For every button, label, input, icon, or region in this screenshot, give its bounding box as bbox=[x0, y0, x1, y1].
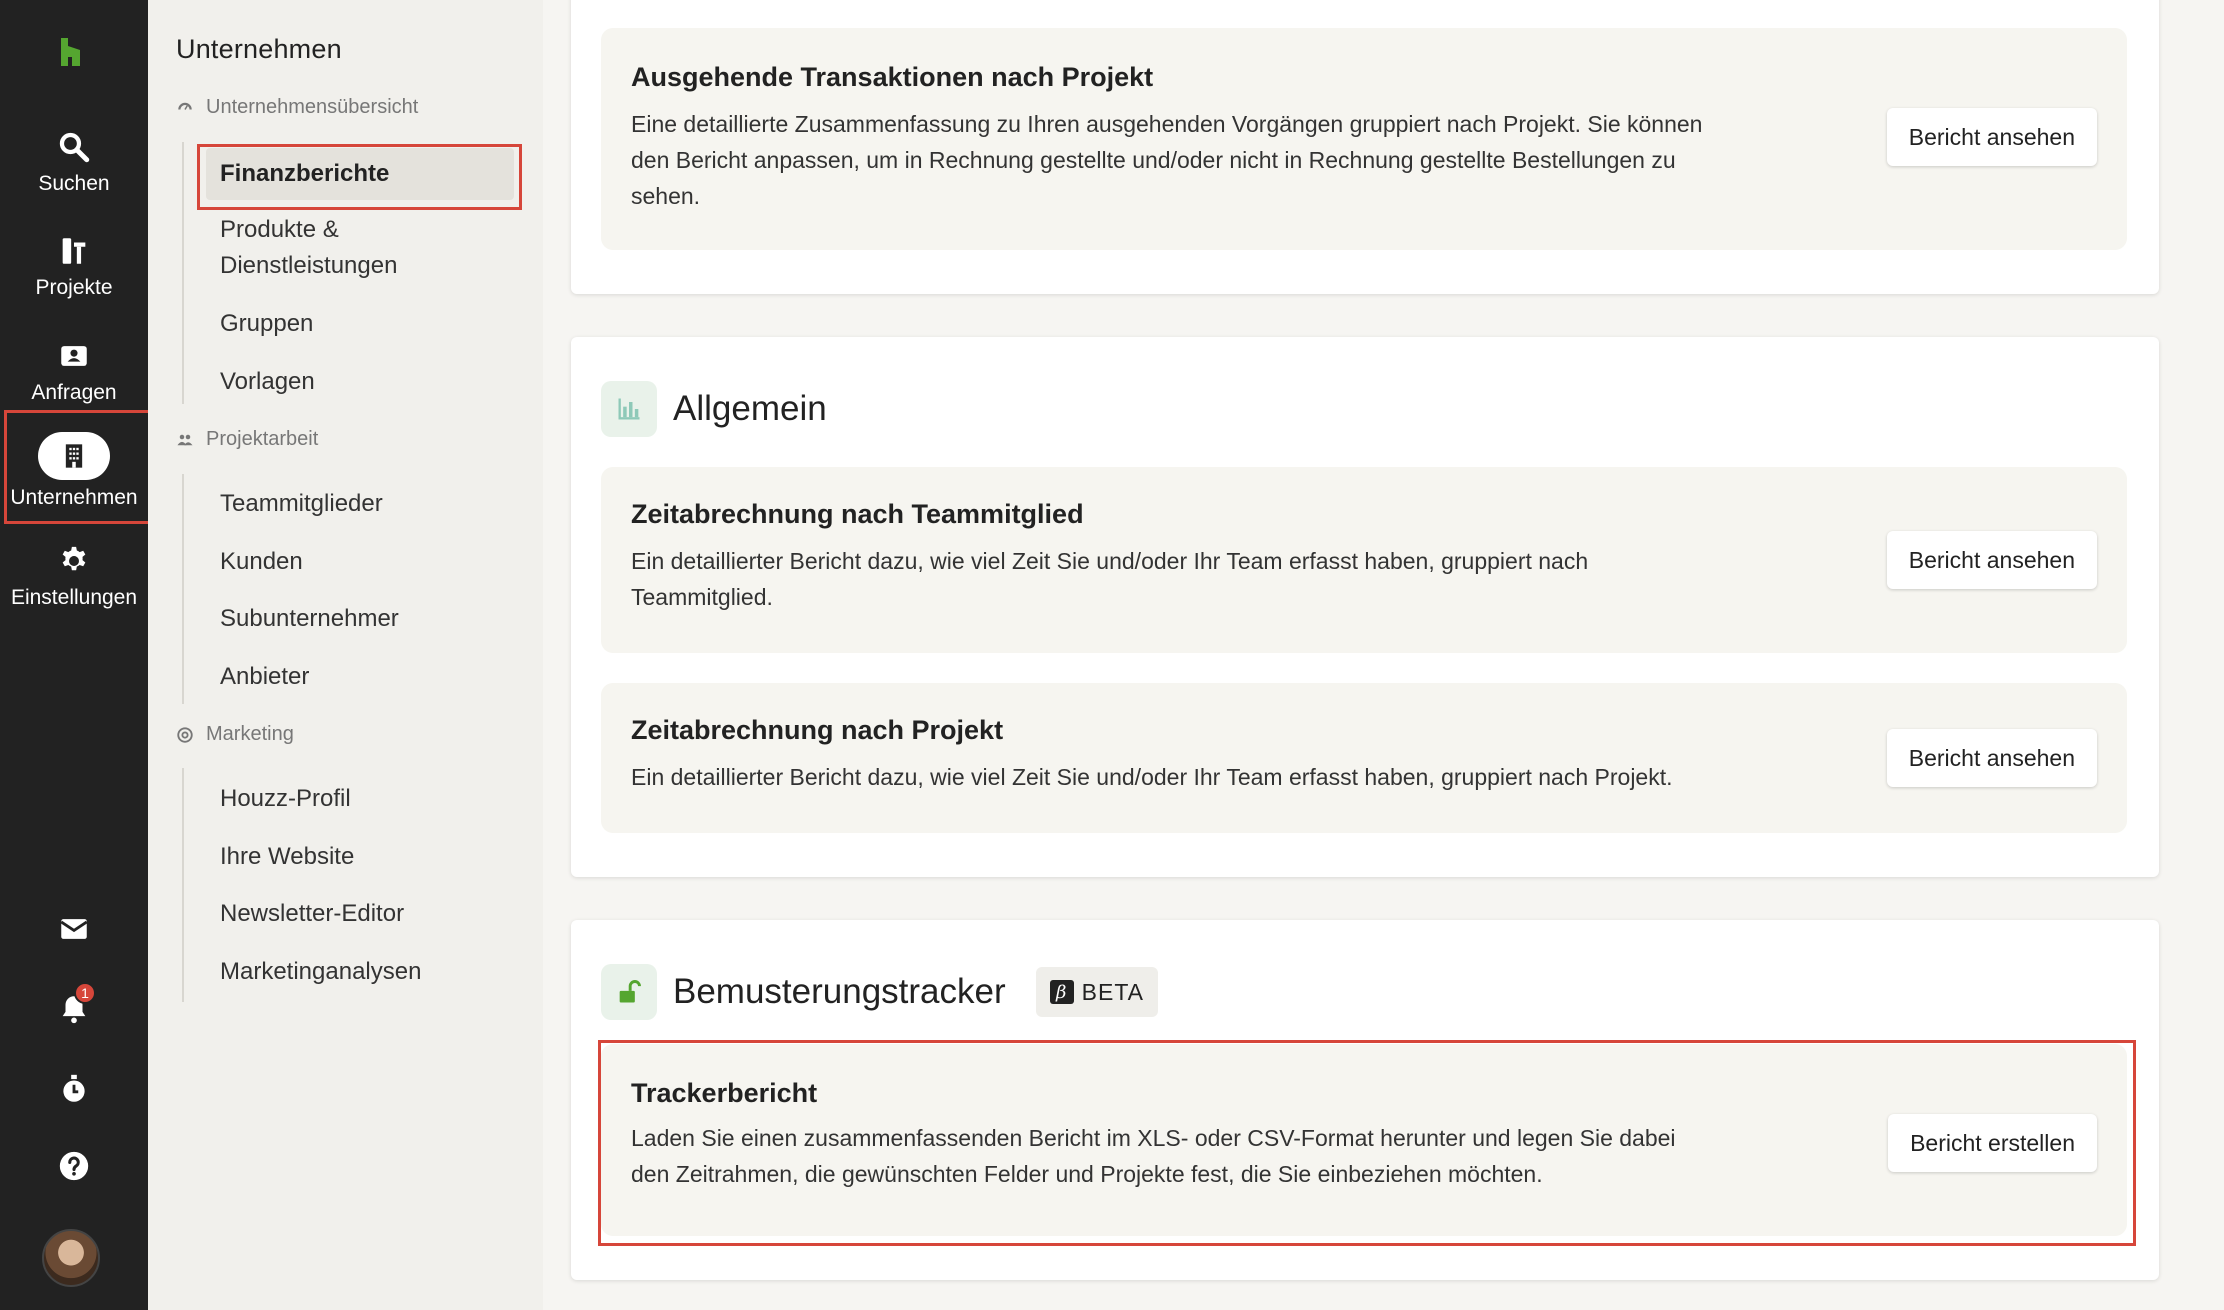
view-report-button[interactable]: Bericht ansehen bbox=[1887, 108, 2097, 166]
report-description-line: Ein detaillierter Bericht dazu, wie viel Zeit Sie und/oder Ihr Team erfasst haben, gruppiert nach bbox=[631, 548, 1589, 574]
timer-icon[interactable] bbox=[0, 1072, 148, 1106]
rail-item-projects[interactable] bbox=[0, 232, 148, 300]
subnav-item-teammitglieder[interactable]: Teammitglieder bbox=[220, 490, 383, 517]
user-avatar[interactable] bbox=[42, 1229, 100, 1287]
panel-heading-text: Allgemein bbox=[673, 389, 827, 428]
subnav-item-produkte[interactable]: Produkte & Dienstleistungen bbox=[220, 216, 398, 279]
subnav-item-gruppen[interactable]: Gruppen bbox=[220, 310, 314, 337]
panel-general bbox=[571, 337, 2159, 877]
section-project-work bbox=[176, 428, 318, 451]
report-title: Trackerbericht bbox=[631, 1078, 818, 1108]
section-divider-line bbox=[182, 768, 184, 1002]
section-label: Marketing bbox=[206, 723, 294, 745]
rail-item-label: Suchen bbox=[38, 172, 110, 195]
subnav-item-houzz-profil[interactable]: Houzz-Profil bbox=[220, 785, 351, 812]
at-sign-icon bbox=[176, 726, 194, 744]
unlock-icon bbox=[601, 964, 657, 1020]
rail-item-label: Projekte bbox=[35, 276, 113, 299]
subnav-item-anbieter[interactable]: Anbieter bbox=[220, 663, 310, 690]
section-label: Unternehmensübersicht bbox=[206, 96, 419, 118]
report-title: Zeitabrechnung nach Projekt bbox=[631, 715, 1004, 745]
view-report-button[interactable]: Bericht ansehen bbox=[1887, 531, 2097, 589]
report-title: Zeitabrechnung nach Teammitglied bbox=[631, 499, 1084, 529]
rail-item-label: Unternehmen bbox=[10, 486, 138, 509]
subnav-item-kunden[interactable]: Kunden bbox=[220, 548, 303, 575]
help-icon[interactable] bbox=[0, 1149, 148, 1183]
houzz-logo-icon[interactable] bbox=[52, 34, 88, 70]
projects-icon bbox=[55, 232, 93, 270]
rail-item-search[interactable] bbox=[0, 128, 148, 196]
report-description-line: den Zeitrahmen, die gewünschten Felder und Projekte fest, die Sie einbeziehen möchten. bbox=[631, 1161, 1543, 1187]
rail-item-inquiries[interactable] bbox=[0, 337, 148, 405]
panel-heading bbox=[601, 964, 1158, 1020]
left-rail bbox=[0, 0, 148, 1310]
company-subnav bbox=[148, 0, 543, 1310]
panel-finance-reports bbox=[571, 0, 2159, 294]
people-icon bbox=[176, 431, 194, 449]
tracker-highlight-box bbox=[598, 1040, 2136, 1246]
subnav-item-website[interactable]: Ihre Website bbox=[220, 843, 355, 870]
report-description-line: sehen. bbox=[631, 183, 701, 209]
search-icon bbox=[55, 128, 93, 166]
beta-icon: β bbox=[1050, 980, 1074, 1004]
report-description-line: den Bericht anpassen, um in Rechnung gestellte und/oder nicht in Rechnung gestellte Bestellungen zu bbox=[631, 147, 1676, 173]
report-description-line: Laden Sie einen zusammenfassenden Bericht im XLS- oder CSV-Format herunter und legen Sie dabei bbox=[631, 1125, 1676, 1151]
view-report-button[interactable]: Bericht ansehen bbox=[1887, 729, 2097, 787]
report-description-line: Teammitglied. bbox=[631, 584, 773, 610]
beta-badge-label: BETA bbox=[1081, 978, 1145, 1005]
rail-item-label: Einstellungen bbox=[10, 586, 138, 609]
panel-heading-text: Bemusterungstracker bbox=[673, 972, 1006, 1011]
notifications-bell-icon[interactable] bbox=[0, 985, 148, 1026]
report-description-line: Ein detaillierter Bericht dazu, wie viel Zeit Sie und/oder Ihr Team erfasst haben, gruppiert nach Projekt. bbox=[631, 764, 1673, 790]
beta-badge bbox=[1036, 967, 1158, 1017]
speedometer-icon bbox=[176, 99, 194, 117]
report-card bbox=[601, 683, 2127, 833]
subnav-title: Unternehmen bbox=[176, 34, 342, 64]
subnav-item-vorlagen[interactable]: Vorlagen bbox=[220, 368, 315, 395]
section-divider-line bbox=[182, 474, 184, 704]
subnav-item-marketinganalysen[interactable]: Marketinganalysen bbox=[220, 958, 422, 985]
rail-item-settings[interactable] bbox=[0, 542, 148, 610]
report-card bbox=[601, 28, 2127, 250]
report-title: Ausgehende Transaktionen nach Projekt bbox=[631, 62, 1154, 92]
section-company-overview bbox=[176, 96, 418, 119]
report-card bbox=[601, 467, 2127, 653]
mail-icon[interactable] bbox=[0, 912, 148, 946]
section-label: Projektarbeit bbox=[206, 428, 319, 450]
rail-item-label: Anfragen bbox=[31, 381, 117, 404]
notification-count-badge: 1 bbox=[74, 982, 96, 1004]
gear-icon bbox=[55, 542, 93, 580]
subnav-item-subunternehmer[interactable]: Subunternehmer bbox=[220, 605, 399, 632]
subnav-item-finanzberichte[interactable]: Finanzberichte bbox=[206, 148, 514, 200]
rail-highlight-box bbox=[4, 410, 151, 524]
create-report-button[interactable]: Bericht erstellen bbox=[1888, 1114, 2097, 1172]
bar-chart-icon bbox=[601, 381, 657, 437]
section-marketing bbox=[176, 723, 294, 746]
section-divider-line bbox=[182, 142, 184, 404]
panel-heading bbox=[601, 381, 827, 437]
report-description-line: Eine detaillierte Zusammenfassung zu Ihren ausgehenden Vorgängen gruppiert nach Projekt. Sie können bbox=[631, 111, 1703, 137]
subnav-item-newsletter-editor[interactable]: Newsletter-Editor bbox=[220, 900, 405, 927]
inbox-contact-icon bbox=[55, 337, 93, 375]
